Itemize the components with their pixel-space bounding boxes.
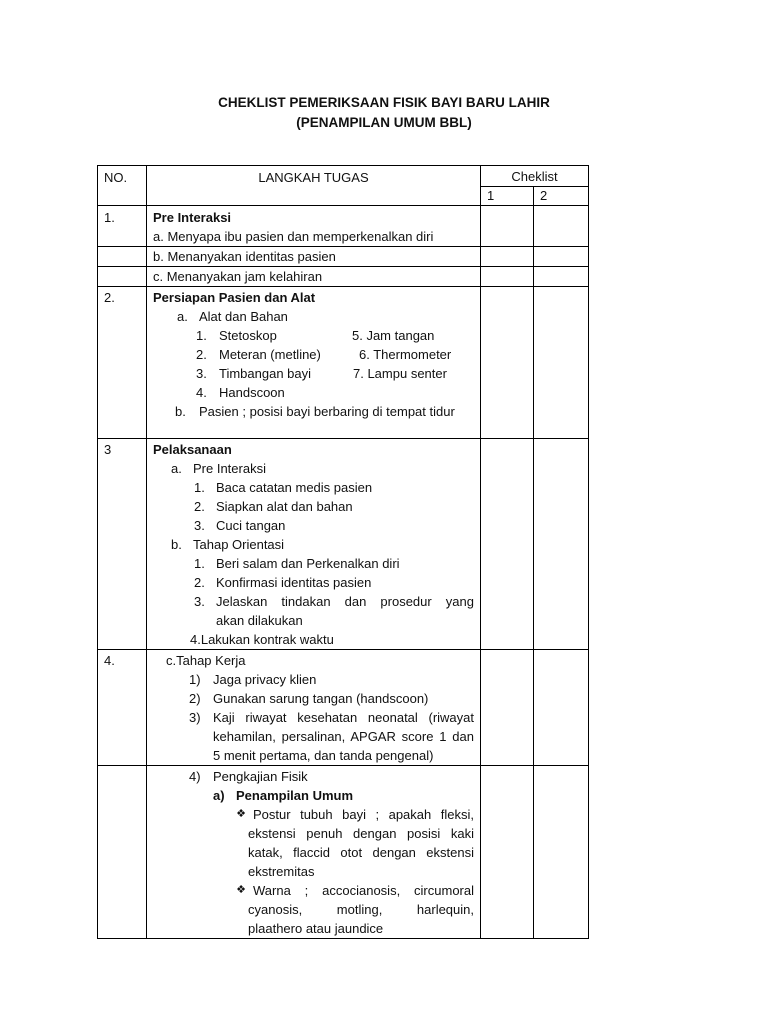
task-text: Pengkajian Fisik (213, 769, 308, 784)
task-text: 2. (194, 499, 205, 514)
task-text: Kaji riwayat kesehatan neonatal (riwayat (213, 710, 474, 725)
task-line (153, 746, 474, 765)
row-number: 2. (98, 287, 147, 439)
task-line (153, 516, 474, 535)
row-number: 1. (98, 206, 147, 247)
task-text: Alat dan Bahan (199, 309, 288, 324)
check-cell[interactable] (534, 206, 589, 247)
task-text: 3. (194, 594, 205, 609)
task-line (153, 383, 474, 402)
check-cell[interactable] (534, 267, 589, 287)
check-cell[interactable] (534, 766, 589, 939)
task-text: Timbangan bayi (219, 366, 312, 381)
task-line (153, 689, 474, 708)
task-line (153, 459, 474, 478)
task-text: 2) (189, 691, 201, 706)
task-text: 4. (196, 385, 207, 400)
task-line (153, 497, 474, 516)
task-item: b. Menanyakan identitas pasien (147, 247, 481, 267)
task-line (153, 824, 474, 843)
task-text: a. (177, 309, 188, 324)
task-text: Baca catatan medis pasien (216, 480, 373, 495)
checklist-table (97, 165, 589, 939)
task-text: Pasien ; posisi bayi berbaring di tempat tidur (199, 404, 455, 419)
task-text: kehamilan, persalinan, APGAR score 1 dan (213, 729, 474, 744)
task-line (153, 554, 474, 573)
task-text: Stetoskop (219, 328, 277, 343)
task-line (153, 900, 474, 919)
check-cell[interactable] (534, 247, 589, 267)
task-text: 2. (196, 347, 207, 362)
header-col-2: 2 (534, 187, 589, 206)
section-heading: Pelaksanaan (153, 442, 232, 457)
task-text: b. (171, 537, 182, 552)
task-line (153, 708, 474, 727)
task-text: 3. (194, 518, 205, 533)
task-line (153, 767, 474, 786)
task-line (153, 611, 474, 630)
task-cell (147, 206, 481, 247)
task-line (153, 630, 474, 649)
task-cell (147, 766, 481, 939)
check-cell[interactable] (534, 650, 589, 766)
task-text: 1) (189, 672, 201, 687)
task-text: akan dilakukan (216, 613, 303, 628)
task-text: 5. Jam tangan (352, 328, 435, 343)
section-heading: Persiapan Pasien dan Alat (153, 290, 316, 305)
task-cell (147, 439, 481, 650)
document-subtitle: (PENAMPILAN UMUM BBL) (296, 115, 472, 130)
task-text: Meteran (metline) (219, 347, 321, 362)
task-text: cyanosis, motling, harlequin, (248, 902, 474, 917)
check-cell[interactable] (481, 766, 534, 939)
task-line (153, 651, 474, 670)
diamond-bullet-icon: ❖ (236, 884, 246, 896)
task-cell (147, 287, 481, 439)
task-text: Beri salam dan Perkenalkan diri (216, 556, 400, 571)
check-cell[interactable] (534, 439, 589, 650)
document-title: CHEKLIST PEMERIKSAAN FISIK BAYI BARU LAHIR (218, 95, 550, 110)
check-cell[interactable] (481, 287, 534, 439)
check-cell[interactable] (481, 267, 534, 287)
row-number: 3 (98, 439, 147, 650)
task-text: 4) (189, 769, 201, 784)
task-line (153, 670, 474, 689)
section-heading: Pre Interaksi (153, 210, 232, 225)
row-number: 4. (98, 650, 147, 766)
header-no: NO. (98, 166, 147, 206)
task-text: 3) (189, 710, 201, 725)
task-line (153, 919, 474, 938)
task-text: Siapkan alat dan bahan (216, 499, 353, 514)
task-text: Warna ; accocianosis, circumoral (253, 883, 474, 898)
task-line (153, 402, 474, 421)
task-item: a. Menyapa ibu pasien dan memperkenalkan diri (153, 229, 434, 244)
task-line (153, 345, 474, 364)
task-line (153, 881, 474, 900)
task-text: 4.Lakukan kontrak waktu (190, 632, 334, 647)
task-text: 3. (196, 366, 207, 381)
task-line (153, 478, 474, 497)
task-text: b. (175, 404, 186, 419)
task-line (153, 326, 474, 345)
subsection-heading: Penampilan Umum (236, 788, 354, 803)
check-cell[interactable] (481, 650, 534, 766)
task-text: a. (171, 461, 182, 476)
task-line (153, 786, 474, 805)
header-checklist: Cheklist (481, 166, 589, 187)
task-text: ekstensi penuh dengan posisi kaki (248, 826, 474, 841)
check-cell[interactable] (481, 439, 534, 650)
task-text: 7. Lampu senter (353, 366, 447, 381)
task-line (153, 843, 474, 862)
task-text: Cuci tangan (216, 518, 286, 533)
task-text: Konfirmasi identitas pasien (216, 575, 372, 590)
task-text: 5 menit pertama, dan tanda pengenal) (213, 748, 434, 763)
task-text: 6. Thermometer (359, 347, 452, 362)
task-line (153, 307, 474, 326)
task-text: plaathero atau jaundice (248, 921, 384, 936)
task-text: 1. (194, 480, 205, 495)
task-text: Jaga privacy klien (213, 672, 317, 687)
task-cell (147, 650, 481, 766)
task-line (153, 592, 474, 611)
task-text: Jelaskan tindakan dan prosedur yang (216, 594, 474, 609)
task-text: katak, flaccid otot dengan ekstensi (248, 845, 474, 860)
task-text: 1. (196, 328, 207, 343)
header-langkah-tugas: LANGKAH TUGAS (147, 166, 481, 206)
task-text: Postur tubuh bayi ; apakah fleksi, (253, 807, 474, 822)
task-text: Gunakan sarung tangan (handscoon) (213, 691, 429, 706)
task-text: a) (213, 788, 225, 803)
diamond-bullet-icon: ❖ (236, 808, 246, 820)
header-col-1: 1 (481, 187, 534, 206)
task-line (153, 364, 474, 383)
task-text: Tahap Orientasi (193, 537, 285, 552)
task-text: Pre Interaksi (193, 461, 266, 476)
task-text: 2. (194, 575, 205, 590)
task-item: c. Menanyakan jam kelahiran (147, 267, 481, 287)
check-cell[interactable] (534, 287, 589, 439)
task-text: ekstremitas (248, 864, 315, 879)
task-line (153, 535, 474, 554)
task-text: Handscoon (219, 385, 285, 400)
task-line (153, 727, 474, 746)
check-cell[interactable] (481, 206, 534, 247)
task-text: 1. (194, 556, 205, 571)
task-line (153, 573, 474, 592)
task-line (153, 805, 474, 824)
task-line (153, 862, 474, 881)
check-cell[interactable] (481, 247, 534, 267)
section-heading: c.Tahap Kerja (166, 653, 246, 668)
